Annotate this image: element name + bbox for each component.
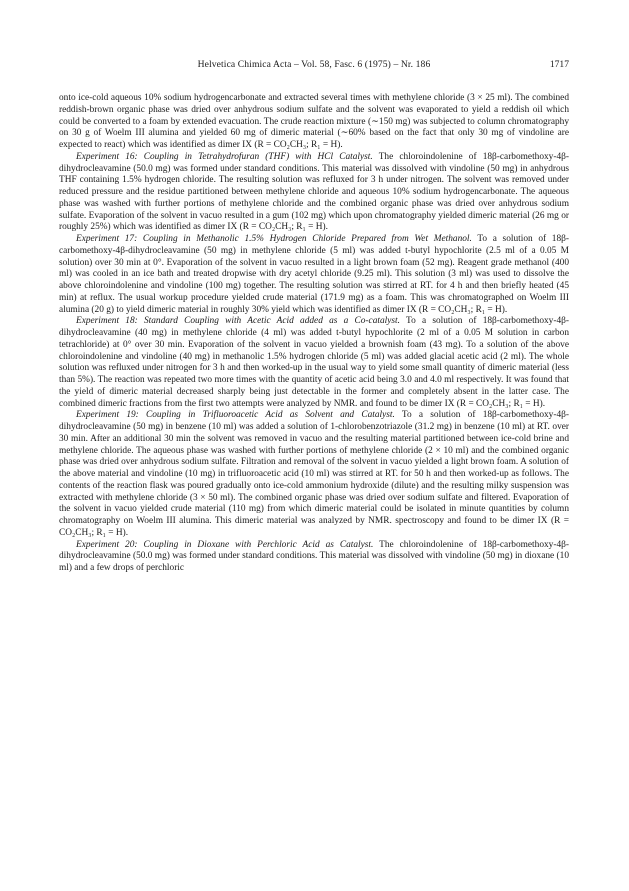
experiment-17-paragraph (59, 234, 569, 316)
page-number: 1717 (549, 59, 569, 70)
article-body (59, 93, 569, 575)
experiment-19-paragraph (59, 410, 569, 539)
paragraph-text: To a solution of 18β-carbomethoxy-4β-dihydrocleavamine (50 mg) in methylene chloride (5 ml) was added t-butyl hypochlorite (2.5 ml of a 0.05 M solution) over 30 min at 0°. Evaporation of the solvent in vacuo resulted in a light brown foam (52 mg). Reagent grade methanol (400 ml) was cooled in an ice bath and treated dropwise with dry acetyl chloride (9.25 ml). This solution (3 ml) was used to dissolve the above chloroindolenine and vindoline (100 mg) together. The resulting solution was stirred at RT. for 4 h and then briefly heated (45 min) at reflux. The usual workup procedure yielded crude material (171.9 mg) as a foam. This was chromatographed on Woelm III alumina (20 g) to yield dimeric material in roughly 30% yield which was identified as dimer IX (R = CO₂CH₃; R₁ = H). (59, 234, 569, 315)
paragraph-text: To a solution of 18β-carbomethoxy-4β-dihydrocleavamine (40 mg) in methylene chloride (4 ml) was added t-butyl hypochlorite (2 ml of a 0.05 M solution in carbon tetrachloride) at 0° over 30 min. Evaporation of the solvent in vacuo yielded a brownish foam (43 mg). To a solution of the above chloroindolenine and vindoline (40 mg) in methanolic 1.5% hydrogen chloride (5 ml) was added glacial acetic acid (2 ml). The whole solution was refluxed under nitrogen for 3 h and then worked-up in the usual way to yield some small quantity of dimeric material (less than 5%). The reaction was repeated two more times with the quantity of acetic acid being 3.0 and 4.0 ml respectively. It was found that the yield of dimeric material decreased sharply being just detectable in the former and completely absent in the latter case. The combined dimeric fractions from the first two attempts were analyzed by NMR. and found to be dimer IX (R = CO₂CH₃; R₁ = H). (59, 316, 569, 409)
paragraph-text: The chloroindolenine of 18β-carbomethoxy-4β-dihydrocleavamine (50.0 mg) was formed under standard conditions. This material was dissolved with vindoline (50 mg) in anhydrous THF containing 1.5% hydrogen chloride. The resulting solution was refluxed for 3 h under nitrogen. The solvent was removed under reduced pressure and the residue partitioned between methylene chloride and aqueous 10% sodium hydrogencarbonate. The aqueous phase was washed with further portions of methylene chloride and the combined organic phase was dried over anhydrous sodium sulfate. Evaporation of the solvent in vacuo resulted in a gum (102 mg) which upon chromatography yielded dimeric material (26 mg or roughly 25%) which was identified as dimer IX (R = CO₂CH₃; R₁ = H). (59, 151, 569, 233)
experiment-heading: Experiment 18: Standard Coupling with Acetic Acid added as a Co-catalyst. (76, 316, 400, 327)
paragraph-text: To a solution of 18β-carbomethoxy-4β-dihydrocleavamine (50 mg) in benzene (10 ml) was added a solution of 1-chlorobenzotriazole (31.2 mg) in benzene (10 ml) at RT. over 30 min. After an additional 30 min the solvent was removed in vacuo and the resulting material partitioned between ice-cold brine and methylene chloride. The aqueous phase was washed with further portions of methylene chloride (2 × 10 ml) and the combined organic phase was dried over anhydrous sodium sulfate. Filtration and removal of the solvent in vacuo yielded a light brown foam. A solution of the above material and vindoline (10 mg) in trifluoroacetic acid (10 ml) was stirred at RT. for 50 h and then worked-up as follows. The contents of the reaction flask was poured gradually onto ice-cold ammonium hydroxide (dilute) and the resulting milky suspension was extracted with methylene chloride (3 × 50 ml). The combined organic phase was dried over sodium sulfate and filtered. Evaporation of the solvent in vacuo yielded crude material (110 mg) from which dimeric material could be isolated in minute quantities by column chromatography on Woelm III alumina. This dimeric material was analyzed by NMR. spectroscopy and found to be dimer IX (R = CO₂CH₃; R₁ = H). (59, 410, 570, 538)
experiment-heading: Experiment 17: Coupling in Methanolic 1.5% Hydrogen Chloride Prepared from Wet Methanol. (76, 234, 472, 244)
experiment-heading: Experiment 20: Coupling in Dioxane with Perchloric Acid as Catalyst. (76, 539, 374, 550)
paragraph-continuation (59, 93, 569, 152)
experiment-20-paragraph (59, 540, 569, 575)
experiment-16-paragraph (59, 152, 569, 234)
journal-running-title: Helvetica Chimica Acta – Vol. 58, Fasc. 6 (1975) – Nr. 186 (197, 59, 431, 70)
running-header (59, 58, 569, 72)
paragraph-text: onto ice-cold aqueous 10% sodium hydrogencarbonate and extracted several times with methylene chloride (3 × 25 ml). The combined reddish-brown organic phase was dried over anhydrous sodium sulfate and the solvent was evaporated to yield a reddish oil which could be converted to a foam by extended evacuation. The crude reaction mixture (∼150 mg) was subjected to column chromatography on 30 g of Woelm III alumina and yielded 60 mg of dimeric material (∼60% based on the fact that only 30 mg of vindoline are expected to react) which was identified as dimer IX (R = CO₂CH₃; R₁ = H). (59, 93, 569, 150)
experiment-heading: Experiment 19: Coupling in Trifluoroacetic Acid as Solvent and Catalyst. (76, 410, 395, 421)
experiment-18-paragraph (59, 316, 569, 410)
paragraph-text: The chloroindolenine of 18β-carbomethoxy-4β-dihydrocleavamine (50.0 mg) was formed under standard conditions. This material was dissolved with vindoline (50 mg) in dioxane (10 ml) and a few drops of perchloric (59, 539, 569, 573)
experiment-heading: Experiment 16: Coupling in Tetrahydrofuran (THF) with HCl Catalyst. (76, 151, 373, 162)
